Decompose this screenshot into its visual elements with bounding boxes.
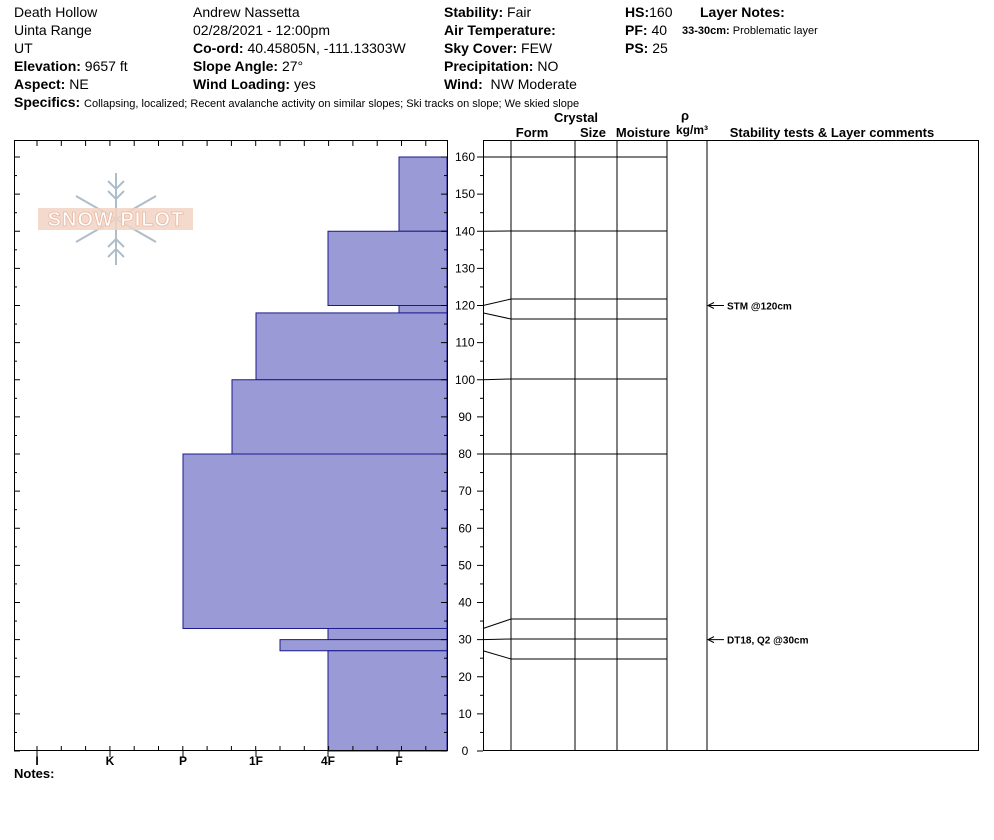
hardness-bar-8 [328,651,447,751]
elevation: Elevation: 9657 ft [14,58,128,74]
col-header-form: Form [515,125,549,140]
layer-notes-label: Layer Notes: [700,4,785,20]
wind: Wind: NW Moderate [444,76,577,92]
depth-label-100: 100 [454,372,476,387]
depth-label-150: 150 [454,187,476,202]
slope-angle: Slope Angle: 27° [193,58,304,74]
stability: Stability: Fair [444,4,532,20]
depth-label-110: 110 [455,335,475,350]
svg-text:SNOW PILOT: SNOW PILOT [47,209,185,231]
mountain-range: Uinta Range [14,22,92,38]
hardness-label-1F: 1F [248,754,264,768]
hardness-bar-2 [399,306,447,313]
col-header-rho: ρ [680,108,690,123]
depth-label-10: 10 [458,706,472,721]
hardness-label-P: P [178,754,188,768]
sky-cover: Sky Cover: FEW [444,40,553,56]
hardness-bar-1 [328,231,447,305]
hardness-layers [183,157,447,751]
penetration-foot: PF: 40 [625,22,668,38]
hardness-bar-6 [328,628,447,639]
penetration-ski: PS: 25 [625,40,668,56]
col-header-size: Size [579,125,607,140]
col-header-crystal: Crystal [553,110,599,125]
depth-label-40: 40 [458,595,472,610]
col-header-stability-tests: Stability tests & Layer comments [729,125,935,140]
hardness-bar-3 [256,313,447,380]
depth-label-120: 120 [454,298,476,313]
depth-label-0: 0 [461,744,469,758]
hardness-bar-0 [399,157,447,231]
stability-tests [708,302,809,647]
hardness-label-I: I [35,754,39,768]
depth-label-160: 160 [454,150,476,164]
test-label-0: STM @120cm [727,301,792,313]
depth-label-130: 130 [454,261,476,276]
layer-table [483,141,707,751]
coordinates: Co-ord: 40.45805N, -111.13303W [193,40,406,56]
depth-label-140: 140 [454,224,476,239]
test-label-1: DT18, Q2 @30cm [727,635,809,647]
snowpilot-logo [38,173,193,265]
depth-label-90: 90 [458,409,472,424]
depth-label-20: 20 [458,669,472,684]
location-name: Death Hollow [14,4,98,20]
snow-depth-hs: HS:160 [625,4,673,20]
col-header-density: kg/m³ [675,123,709,137]
precipitation: Precipitation: NO [444,58,559,74]
hardness-label-4F: 4F [320,754,336,768]
specifics: Specifics: Collapsing, localized; Recent avalanche activity on similar slopes; Ski tracks on slope; We skied slope [14,94,580,110]
hardness-bar-4 [232,380,447,454]
notes-label: Notes: [14,766,55,781]
date-time: 02/28/2021 - 12:00pm [193,22,330,38]
observer: Andrew Nassetta [193,4,300,20]
air-temperature: Air Temperature: [444,22,556,38]
hardness-bar-5 [183,454,447,628]
col-header-moisture: Moisture [615,125,671,140]
depth-label-70: 70 [458,484,472,499]
layer-note: 33-30cm: Problematic layer [682,25,818,37]
depth-label-30: 30 [458,632,472,647]
hardness-label-K: K [105,754,115,768]
wind-loading: Wind Loading: yes [193,76,316,92]
hardness-bar-7 [280,640,447,651]
depth-label-50: 50 [458,558,472,573]
aspect: Aspect: NE [14,76,89,92]
depth-label-80: 80 [458,447,472,461]
depth-label-60: 60 [458,521,472,536]
hardness-label-F: F [395,754,403,768]
state: UT [14,40,33,56]
